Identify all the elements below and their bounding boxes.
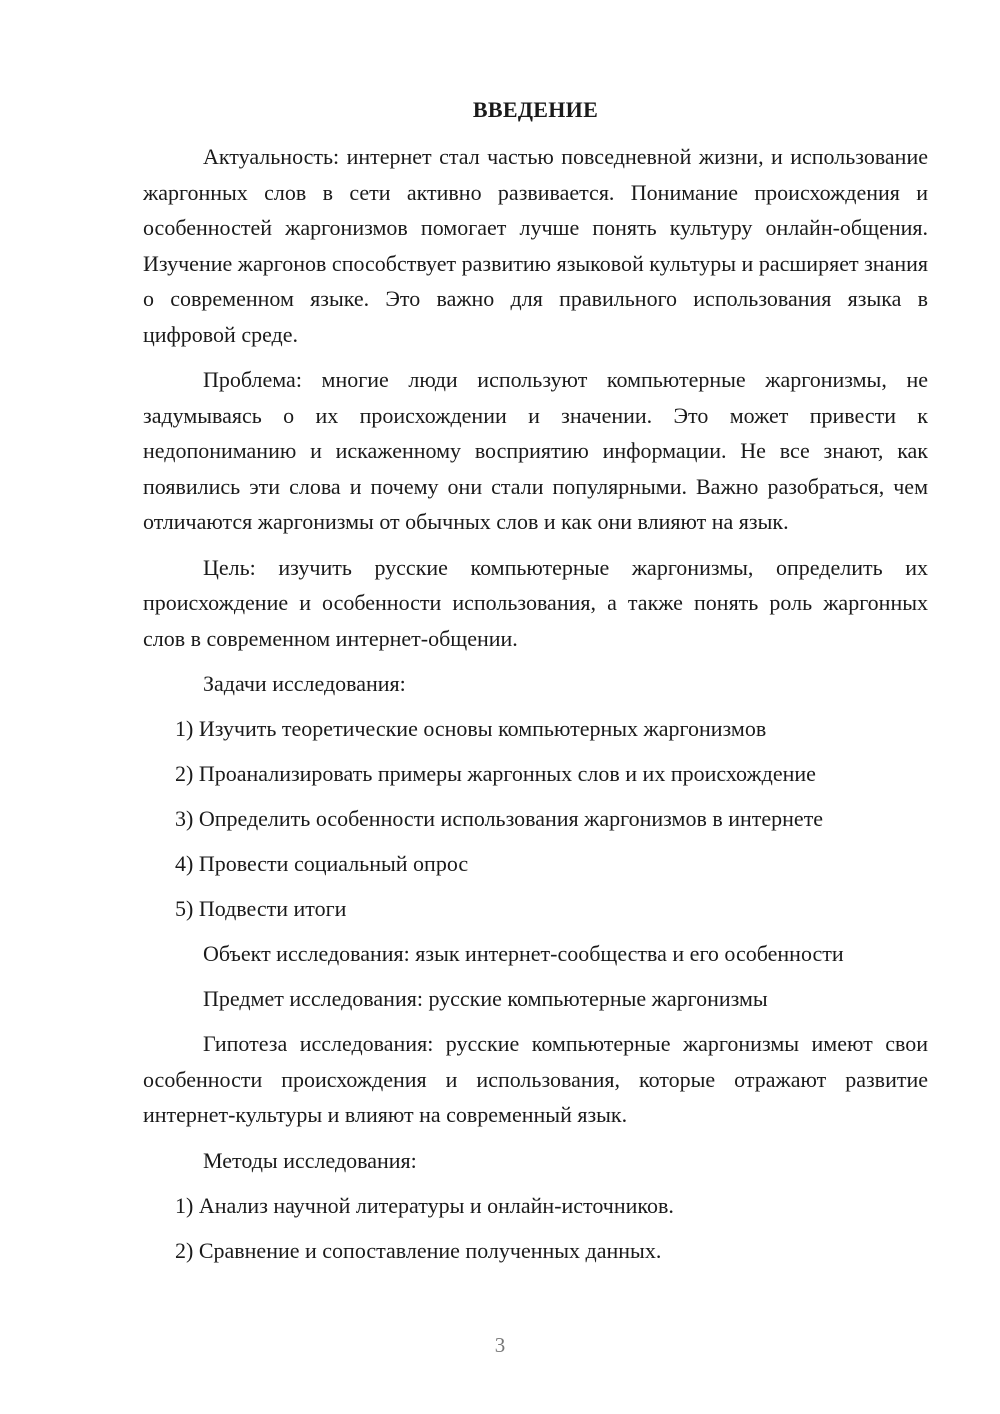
page-content [143, 95, 928, 1278]
task-item: 4) Провести социальный опрос [175, 851, 469, 876]
research-subject: Предмет исследования: русские компьютерные жаргонизмы [203, 986, 768, 1011]
paragraph-relevance: Актуальность: интернет стал частью повседневной жизни, и использование жаргонных слов в сети активно развивается. Понимание происхождения и особенностей жаргонизмов помогает лучше понять культуру онлайн-общения. Изучение жаргонов способствует развитию языковой культуры и расширяет знания о современном языке. Это важно для правильного использования языка в цифровой среде. [143, 144, 928, 347]
paragraph-goal: Цель: изучить русские компьютерные жаргонизмы, определить их происхождение и особенности использования, а также понять роль жаргонных слов в современном интернет-общении. [143, 554, 928, 651]
paragraph-problem: Проблема: многие люди используют компьютерные жаргонизмы, не задумываясь о их происхождении и значении. Это может привести к недопониманию и искаженному восприятию информации. Не все знают, как появились эти слова и почему они стали популярными. Важно разобраться, чем отличаются жаргонизмы от обычных слов и как они влияют на язык. [143, 367, 928, 534]
task-item: 1) Изучить теоретические основы компьютерных жаргонизмов [175, 716, 767, 741]
page-number: 3 [494, 1333, 506, 1357]
paragraph-hypothesis: Гипотеза исследования: русские компьютерные жаргонизмы имеют свои особенности происхождения и использования, которые отражают развитие интернет-культуры и влияют на современный язык. [143, 1031, 928, 1127]
research-object: Объект исследования: язык интернет-сообщества и его особенности [203, 941, 844, 966]
task-item: 5) Подвести итоги [175, 896, 347, 921]
page-title: ВВЕДЕНИЕ [472, 97, 599, 122]
task-item: 2) Проанализировать примеры жаргонных слов и их происхождение [175, 761, 816, 786]
method-item: 2) Сравнение и сопоставление полученных данных. [175, 1237, 662, 1263]
methods-heading: Методы исследования: [203, 1147, 417, 1173]
method-item: 1) Анализ научной литературы и онлайн-источников. [175, 1192, 674, 1218]
tasks-heading: Задачи исследования: [203, 671, 406, 696]
task-item: 3) Определить особенности использования жаргонизмов в интернете [175, 806, 824, 831]
